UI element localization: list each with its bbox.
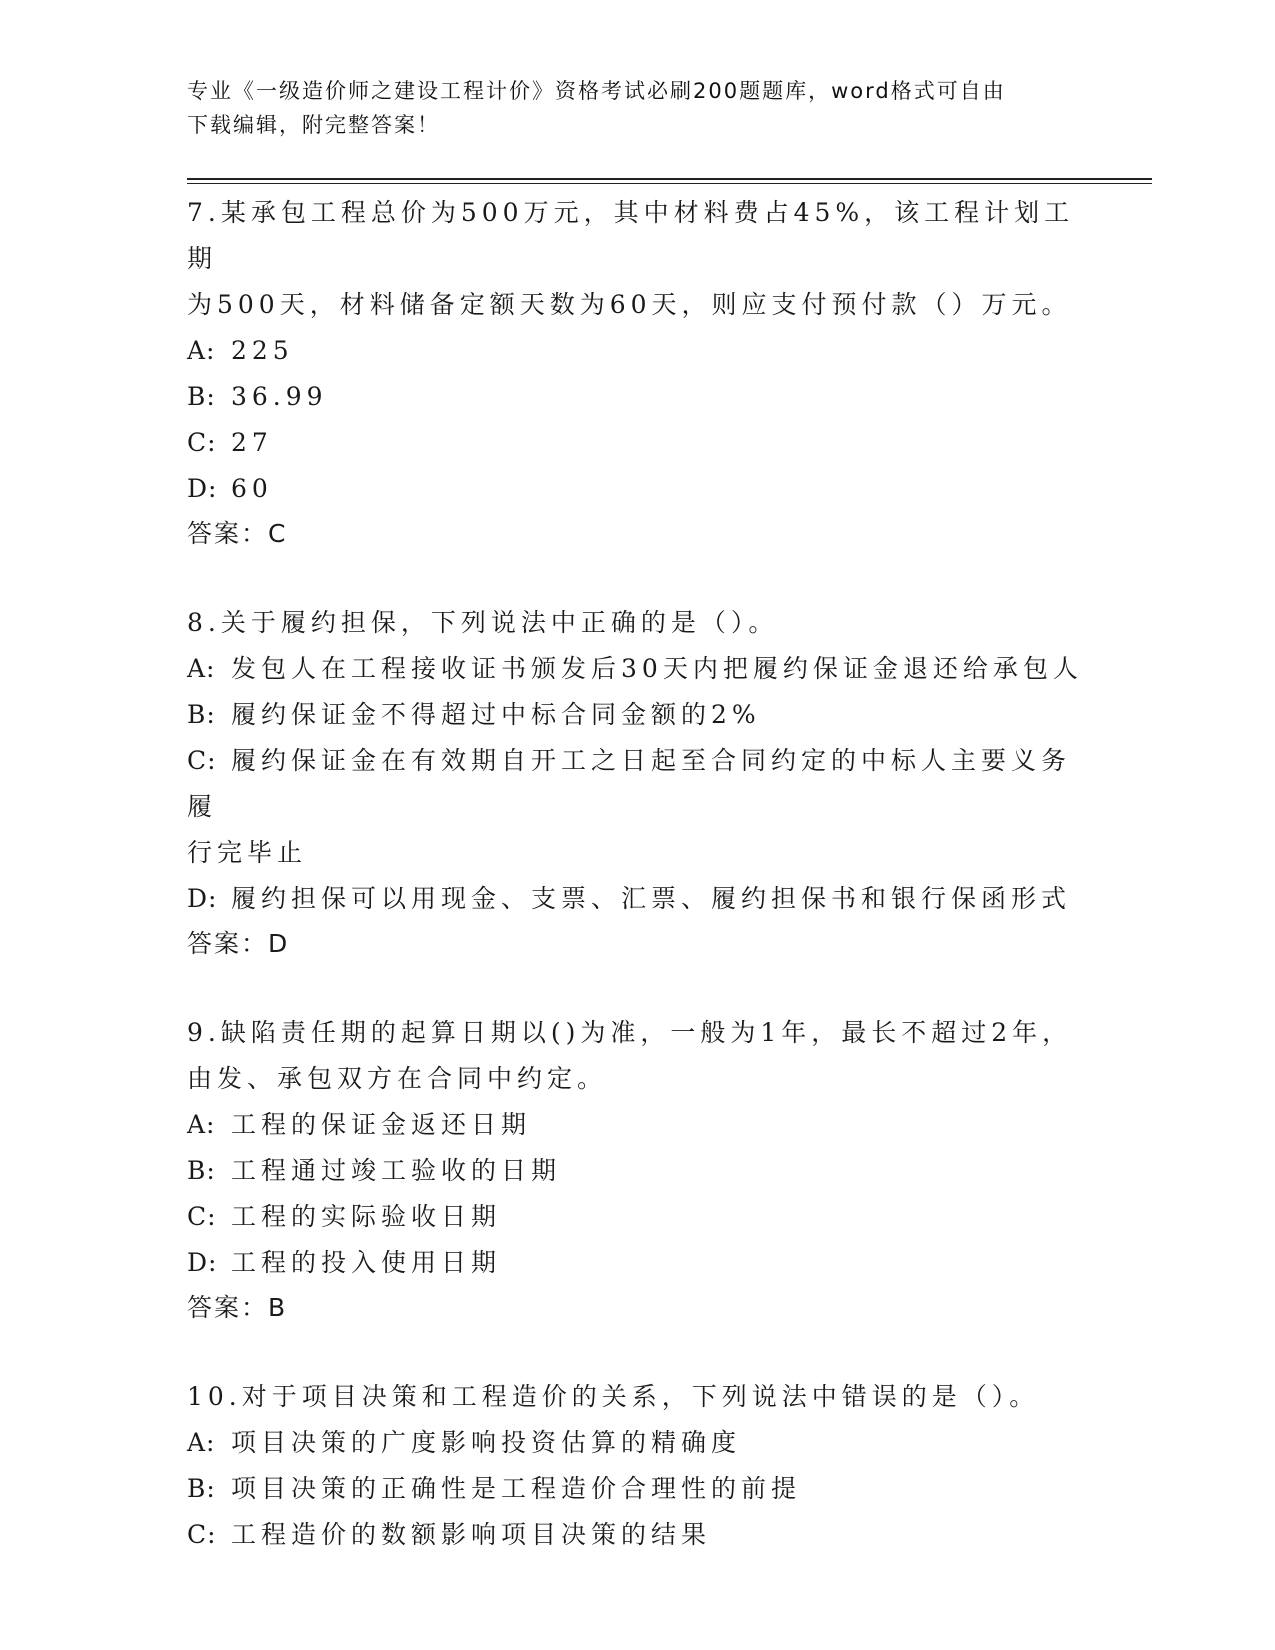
header-line-1: 专业《一级造价师之建设工程计价》资格考试必刷200题题库，word格式可自由 (187, 79, 1006, 103)
question-stem-line: 8.关于履约担保，下列说法中正确的是（）。 (187, 608, 779, 637)
option-c (187, 738, 1087, 830)
question-stem-line: 10.对于项目决策和工程造价的关系，下列说法中错误的是（）。 (187, 1382, 1040, 1411)
question-7 (187, 190, 1087, 556)
answer-line: 答案：D (187, 929, 290, 958)
option-label: C: (187, 746, 217, 775)
option-label: C: (187, 428, 217, 457)
option-text: 225 (231, 336, 294, 365)
option-a (187, 646, 1087, 692)
header-line-2: 下载编辑，附完整答案！ (187, 113, 440, 137)
option-text: 工程的投入使用日期 (231, 1248, 502, 1277)
option-label: B: (187, 700, 216, 729)
answer-line: 答案：C (187, 519, 288, 548)
option-label: B: (187, 382, 216, 411)
question-10 (187, 1374, 1087, 1558)
option-a (187, 1420, 1087, 1466)
option-label: A: (187, 1110, 216, 1139)
option-a (187, 1102, 1087, 1148)
option-text: 36.99 (231, 382, 328, 411)
document-header (187, 74, 1067, 142)
option-label: D: (187, 474, 218, 503)
option-label: A: (187, 654, 216, 683)
option-d (187, 1240, 1087, 1286)
header-divider-thin (187, 183, 1152, 184)
option-text: 工程的实际验收日期 (231, 1202, 502, 1231)
option-text: 工程通过竣工验收的日期 (231, 1156, 562, 1185)
option-text: 履约担保可以用现金、支票、汇票、履约担保书和银行保函形式 (231, 884, 1072, 913)
question-stem-line: 9.缺陷责任期的起算日期以()为准，一般为1年，最长不超过2年， (187, 1018, 1073, 1047)
option-text: 60 (231, 474, 273, 503)
option-text: 项目决策的正确性是工程造价合理性的前提 (231, 1474, 802, 1503)
option-label: A: (187, 1428, 216, 1457)
option-c (187, 1512, 1087, 1558)
question-9 (187, 1010, 1087, 1330)
option-b (187, 1466, 1087, 1512)
option-c-continuation: 行完毕止 (187, 838, 308, 867)
option-c (187, 420, 1087, 466)
option-text: 履约保证金不得超过中标合同金额的2% (231, 700, 761, 729)
option-b (187, 1148, 1087, 1194)
option-label: A: (187, 336, 216, 365)
question-list (187, 190, 1087, 1558)
option-text: 项目决策的广度影响投资估算的精确度 (231, 1428, 742, 1457)
answer-line: 答案：B (187, 1293, 288, 1322)
option-label: B: (187, 1156, 216, 1185)
question-stem-line: 由发、承包双方在合同中约定。 (187, 1064, 608, 1093)
option-a (187, 328, 1087, 374)
option-label: D: (187, 884, 218, 913)
option-label: C: (187, 1520, 217, 1549)
option-text: 履约保证金在有效期自开工之日起至合同约定的中标人主要义务履 (187, 746, 1072, 821)
option-text: 发包人在工程接收证书颁发后30天内把履约保证金退还给承包人 (231, 654, 1083, 683)
header-divider-thick (187, 178, 1152, 180)
option-text: 工程的保证金返还日期 (231, 1110, 532, 1139)
question-8 (187, 600, 1087, 966)
option-label: D: (187, 1248, 218, 1277)
option-label: C: (187, 1202, 217, 1231)
option-b (187, 692, 1087, 738)
question-stem-line: 为500天，材料储备定额天数为60天，则应支付预付款（）万元。 (187, 290, 1072, 319)
option-d (187, 876, 1087, 922)
option-c (187, 1194, 1087, 1240)
option-text: 工程造价的数额影响项目决策的结果 (231, 1520, 712, 1549)
option-d (187, 466, 1087, 512)
option-b (187, 374, 1087, 420)
option-text: 27 (231, 428, 273, 457)
question-stem-line: 7.某承包工程总价为500万元，其中材料费占45%，该工程计划工期 (187, 198, 1075, 273)
option-label: B: (187, 1474, 216, 1503)
